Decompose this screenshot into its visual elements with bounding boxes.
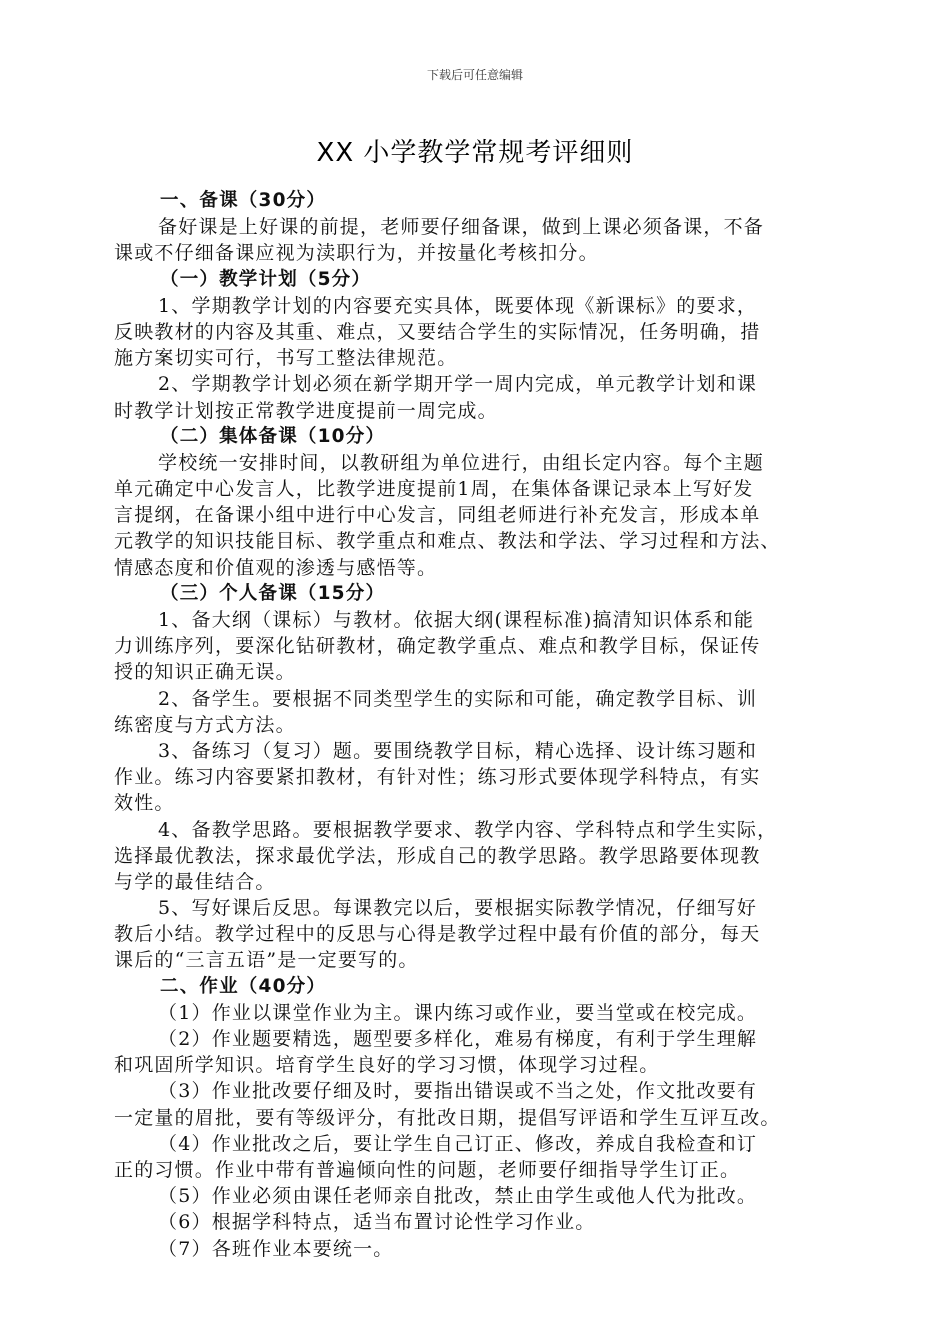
paragraph-line: 1、学期教学计划的内容要充实具体，既要体现《新课标》的要求， <box>158 294 758 317</box>
paragraph-line: （5）作业必须由课任老师亲自批改，禁止由学生或他人代为批改。 <box>158 1185 758 1208</box>
paragraph-line: 施方案切实可行，书写工整法律规范。 <box>114 347 458 370</box>
paragraph-line: 教后小结。教学过程中的反思与心得是教学过程中最有价值的部分，每天 <box>114 923 761 946</box>
paragraph-line: 课后的“三言五语”是一定要写的。 <box>114 949 419 972</box>
paragraph-line: 练密度与方式方法。 <box>114 713 296 736</box>
paragraph-line: （6）根据学科特点，适当布置讨论性学习作业。 <box>158 1211 596 1234</box>
paragraph-line: 一定量的眉批，要有等级评分，有批改日期，提倡写评语和学生互评互改。 <box>114 1106 781 1129</box>
paragraph-line: （2）作业题要精选，题型要多样化，难易有梯度，有利于学生理解 <box>158 1028 758 1050</box>
paragraph-line: 元教学的知识技能目标、教学重点和难点、教法和学法、学习过程和方法、 <box>114 530 781 553</box>
subsection-heading: （一）教学计划（5分） <box>160 268 372 290</box>
paragraph-line: 学校统一安排时间，以教研组为单位进行，由组长定内容。每个主题 <box>158 451 765 474</box>
paragraph-line: 言提纲，在备课小组中进行中心发言，同组老师进行补充发言，形成本单 <box>114 504 761 527</box>
paragraph-line: 备好课是上好课的前提，老师要仔细备课，做到上课必须备课，不备 <box>158 216 765 239</box>
subsection-heading: （二）集体备课（10分） <box>160 425 386 447</box>
paragraph-line: 单元确定中心发言人，比教学进度提前1周，在集体备课记录本上写好发 <box>114 478 754 501</box>
paragraph-line: 1、备大纲（课标）与教材。依据大纲(课程标准)搞清知识体系和能 <box>158 609 755 631</box>
document-body <box>114 188 844 1262</box>
paragraph-line: （7）各班作业本要统一。 <box>158 1237 394 1260</box>
paragraph-line: 情感态度和价值观的渗透与感悟等。 <box>114 556 438 579</box>
paragraph-line: 2、备学生。要根据不同类型学生的实际和可能，确定教学目标、训 <box>158 687 758 710</box>
paragraph-line: 和巩固所学知识。培育学生良好的学习习惯，体现学习过程。 <box>114 1054 660 1077</box>
paragraph-line: 时教学计划按正常教学进度提前一周完成。 <box>114 399 498 422</box>
section-heading: 一、备课（30分） <box>160 190 327 211</box>
paragraph-line: 效性。 <box>114 792 175 815</box>
paragraph-line: 与学的最佳结合。 <box>114 870 276 893</box>
subsection-heading: （三）个人备课（15分） <box>160 582 386 604</box>
section-heading: 二、作业（40分） <box>160 975 327 997</box>
paragraph-line: （1）作业以课堂作业为主。课内练习或作业，要当堂或在校完成。 <box>158 1001 758 1024</box>
document-title: XX 小学教学常规考评细则 <box>316 138 634 168</box>
paragraph-line: 正的习惯。作业中带有普遍倾向性的问题，老师要仔细指导学生订正。 <box>114 1158 741 1181</box>
paragraph-line: 反映教材的内容及其重、难点，又要结合学生的实际情况，任务明确，措 <box>114 320 761 343</box>
paragraph-line: （3）作业批改要仔细及时，要指出错误或不当之处，作文批改要有 <box>158 1080 758 1103</box>
paragraph-line: 力训练序列，要深化钻研教材，确定教学重点、难点和教学目标，保证传 <box>114 635 761 658</box>
page-header-note: 下载后可任意编辑 <box>426 68 523 82</box>
paragraph-line: 作业。练习内容要紧扣教材，有针对性；练习形式要体现学科特点，有实 <box>114 766 761 789</box>
paragraph-line: 2、学期教学计划必须在新学期开学一周内完成，单元教学计划和课 <box>158 373 758 396</box>
paragraph-line: 授的知识正确无误。 <box>114 661 296 684</box>
paragraph-line: 选择最优教法，探求最优学法，形成自己的教学思路。教学思路要体现教 <box>114 844 761 867</box>
paragraph-line: 4、备教学思路。要根据教学要求、教学内容、学科特点和学生实际， <box>158 818 778 841</box>
paragraph-line: （4）作业批改之后，要让学生自己订正、修改，养成自我检查和订 <box>158 1132 758 1155</box>
paragraph-line: 5、写好课后反思。每课教完以后，要根据实际教学情况，仔细写好 <box>158 897 758 920</box>
paragraph-line: 3、备练习（复习）题。要围绕教学目标，精心选择、设计练习题和 <box>158 739 758 762</box>
paragraph-line: 课或不仔细备课应视为渎职行为，并按量化考核扣分。 <box>114 242 599 265</box>
